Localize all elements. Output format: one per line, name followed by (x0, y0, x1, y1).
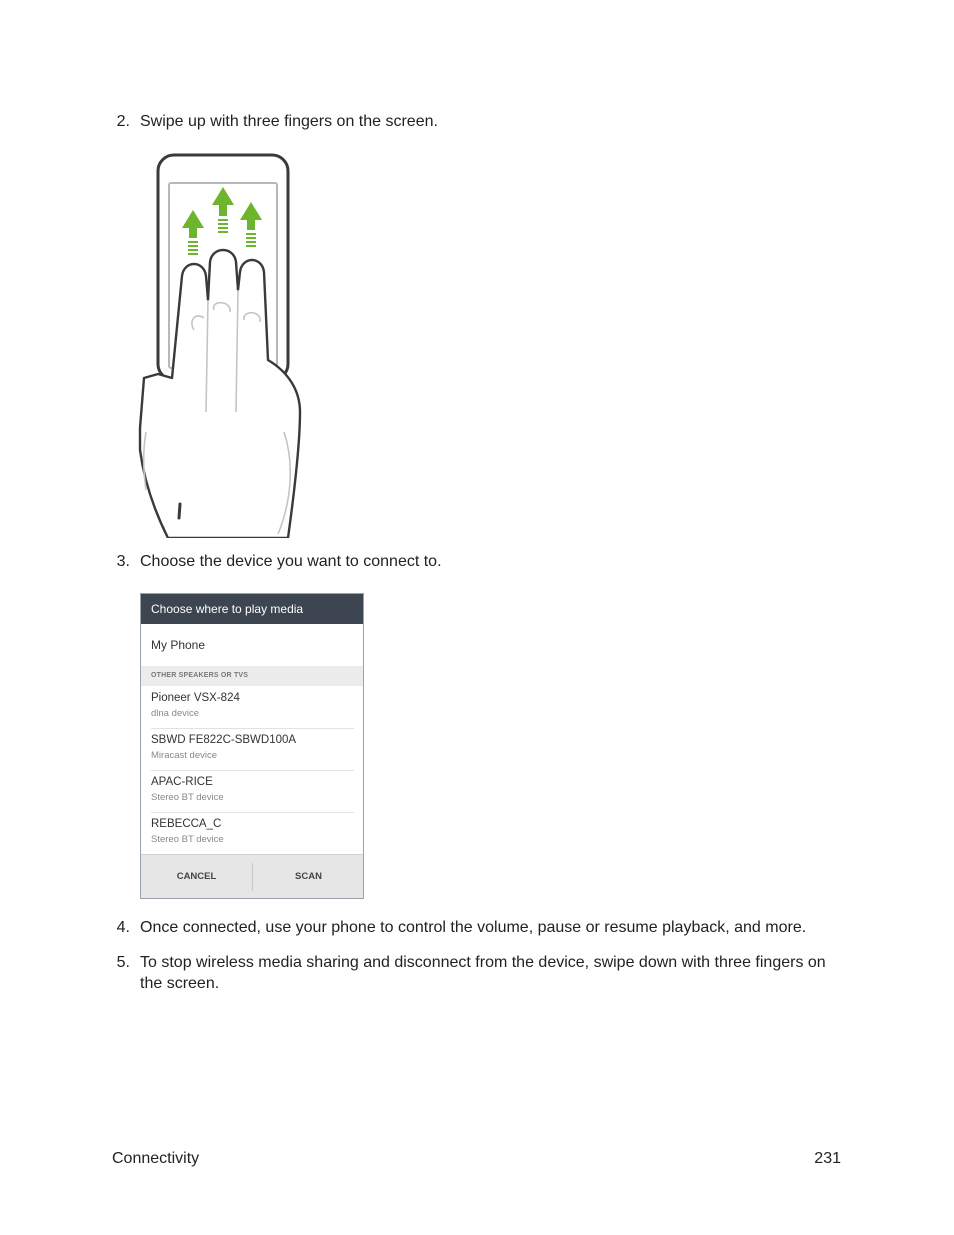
page-number: 231 (814, 1150, 841, 1167)
step-text: Choose the device you want to connect to. (140, 553, 442, 570)
step-number: 5. (116, 954, 130, 971)
three-finger-swipe-illustration (138, 150, 304, 538)
footer-section-name: Connectivity (112, 1150, 200, 1167)
device-item[interactable] (151, 812, 354, 855)
dialog-footer (141, 854, 363, 898)
scan-button[interactable]: SCAN (295, 871, 322, 882)
dialog-title: Choose where to play media (141, 594, 363, 624)
cancel-button[interactable]: CANCEL (176, 871, 217, 882)
device-name: REBECCA_C (151, 818, 222, 830)
device-type: Stereo BT device (151, 834, 224, 845)
device-type: Miracast device (151, 750, 217, 761)
step-text: To stop wireless media sharing and disconnect from the device, swipe down with three fingers on the screen. (140, 954, 826, 992)
device-type: Stereo BT device (151, 792, 224, 803)
device-item[interactable] (151, 770, 354, 813)
device-name: APAC-RICE (151, 776, 213, 788)
choose-media-dialog (140, 593, 364, 899)
device-name: SBWD FE822C-SBWD100A (151, 734, 297, 746)
step-text: Swipe up with three fingers on the screen. (140, 113, 438, 130)
step-text: Once connected, use your phone to control the volume, pause or resume playback, and more. (140, 919, 807, 936)
section-header: OTHER SPEAKERS OR TVS (141, 666, 363, 686)
step-number: 4. (116, 919, 130, 936)
step-number: 3. (116, 553, 130, 570)
my-phone-option[interactable]: My Phone (151, 638, 206, 652)
device-item[interactable] (151, 728, 354, 771)
device-name: Pioneer VSX-824 (151, 692, 240, 704)
device-item[interactable] (151, 686, 354, 729)
hand-swipe-up-icon (138, 150, 304, 538)
step-number: 2. (116, 113, 130, 130)
device-type: dlna device (151, 708, 200, 719)
